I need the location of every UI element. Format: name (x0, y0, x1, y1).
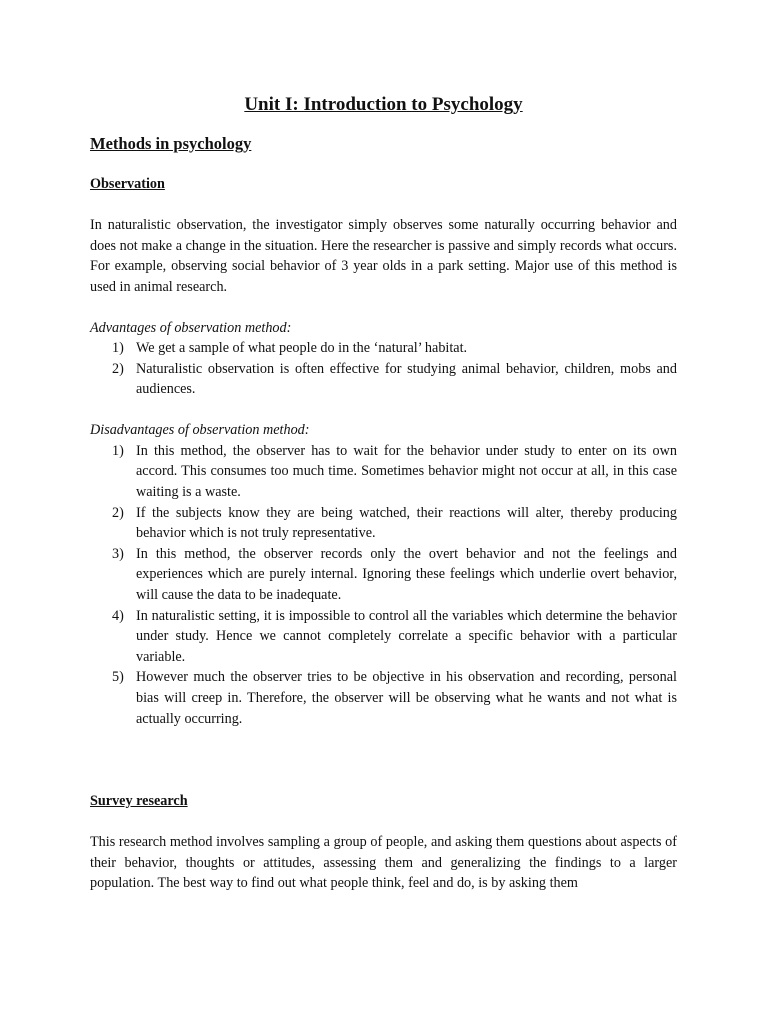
list-item-text: In this method, the observer records only the overt behavior and not the feelings and experiences which are purely internal. Ignoring these feelings which underlie overt behavior, will cause the data to be inadequate. (136, 545, 677, 603)
list-item-number: 2) (112, 504, 124, 521)
disadvantages-list (90, 441, 677, 729)
list-item (90, 441, 677, 503)
list-item (90, 359, 677, 400)
list-item-text: We get a sample of what people do in the ‘natural’ habitat. (136, 340, 468, 356)
document-title: Unit I: Introduction to Psychology (244, 94, 523, 115)
list-item (90, 338, 677, 359)
list-item-text: In this method, the observer has to wait for the behavior under study to enter on its own accord. This consumes too much time. Sometimes behavior might not occur at all, in this case waiting is a waste. (136, 442, 677, 500)
document-page (90, 92, 677, 894)
section-heading-methods: Methods in psychology (90, 134, 252, 153)
advantages-caption: Advantages of observation method: (90, 319, 292, 336)
advantages-list (90, 338, 677, 400)
list-item-number: 3) (112, 545, 124, 562)
list-item-text: However much the observer tries to be objective in his observation and recording, personal bias will creep in. Therefore, the observer will be observing what he wants and not what is actually occurring. (136, 669, 677, 727)
list-item-text: Naturalistic observation is often effective for studying animal behavior, children, mobs and audiences. (136, 360, 677, 398)
subheading-observation: Observation (90, 176, 165, 192)
list-item (90, 503, 677, 544)
list-item-text: In naturalistic setting, it is impossible to control all the variables which determine the behavior under study. Hence we cannot completely correlate a specific behavior with a particular variable. (136, 607, 677, 665)
list-item-number: 2) (112, 360, 124, 377)
list-item-number: 4) (112, 607, 124, 624)
observation-paragraph: In naturalistic observation, the investigator simply observes some naturally occurring behavior and does not make a change in the situation. Here the researcher is passive and simply records what occurs. For example, observing social behavior of 3 year olds in a park setting. Major use of this method is used in animal research. (90, 217, 677, 295)
list-item-number: 1) (112, 340, 124, 356)
survey-paragraph: This research method involves sampling a group of people, and asking them questions about aspects of their behavior, thoughts or attitudes, assessing them and generalizing the findings to a larger population. The best way to find out what people think, feel and do, is by asking them (90, 834, 677, 892)
list-item-number: 1) (112, 442, 124, 459)
list-item (90, 544, 677, 606)
section-spacer (90, 729, 677, 781)
list-item-text: If the subjects know they are being watched, their reactions will alter, thereby producing behavior which is not truly representative. (136, 504, 677, 542)
list-item (90, 667, 677, 729)
disadvantages-caption: Disadvantages of observation method: (90, 422, 310, 439)
list-item-number: 5) (112, 669, 124, 686)
list-item (90, 606, 677, 668)
subheading-survey-research: Survey research (90, 793, 188, 810)
